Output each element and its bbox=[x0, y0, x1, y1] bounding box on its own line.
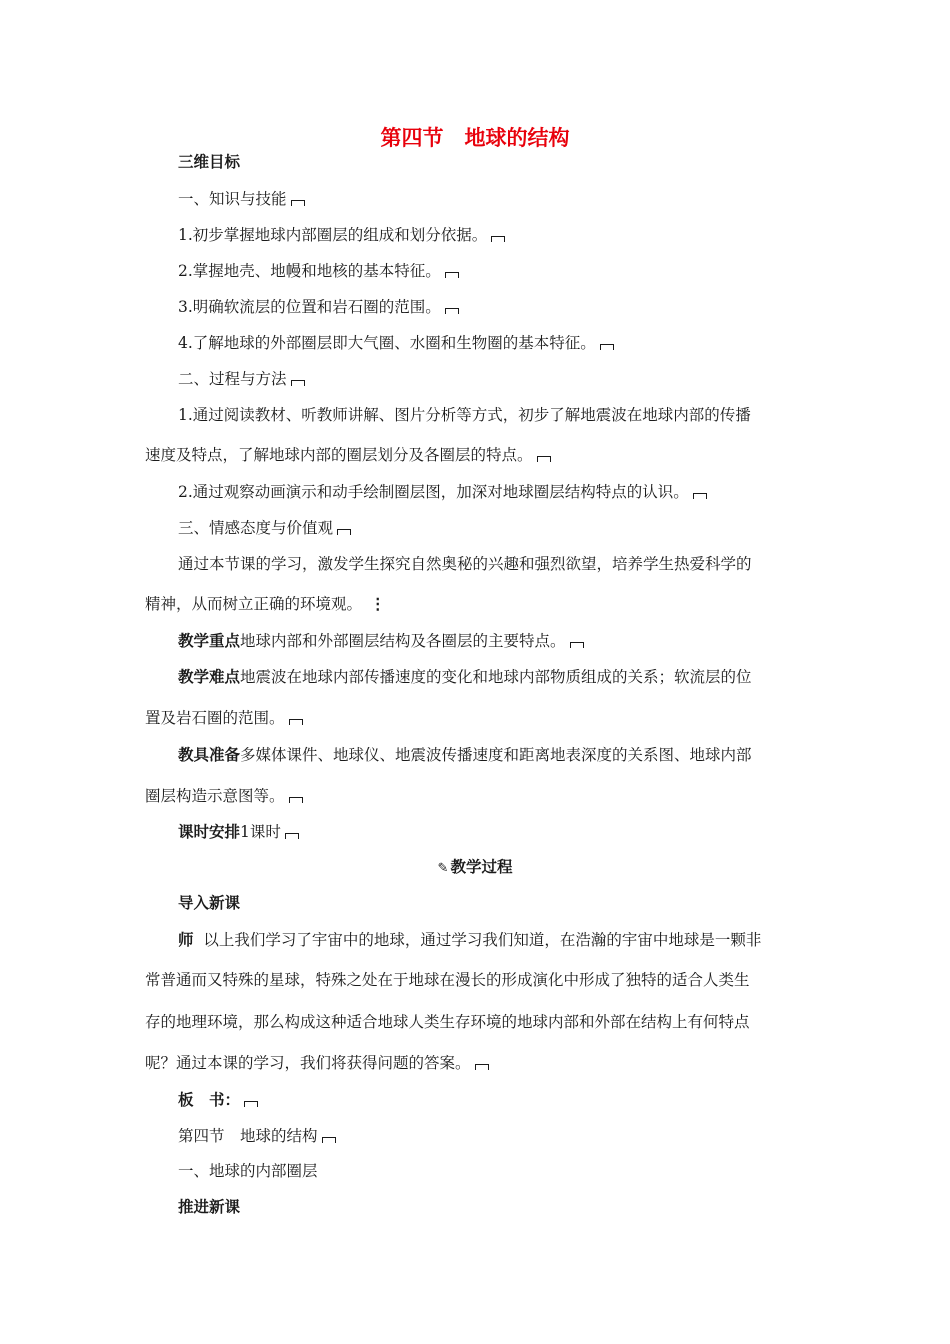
process-item-2: 2.通过观察动画演示和动手绘制圈层图，加深对地球圈层结构特点的认识。 bbox=[178, 482, 707, 502]
paragraph-mark-icon bbox=[475, 1064, 489, 1070]
emotion-line-2: 精神，从而树立正确的环境观。 ⋮ bbox=[145, 594, 386, 613]
process-heading: 二、过程与方法 bbox=[178, 369, 305, 389]
paragraph-mark-icon bbox=[693, 493, 707, 499]
emotion-line-1: 通过本节课的学习，激发学生探究自然奥秘的兴趣和强烈欲望，培养学生热爱科学的 bbox=[178, 555, 752, 573]
paragraph-mark-icon bbox=[570, 642, 584, 648]
paragraph-mark-icon bbox=[291, 200, 305, 206]
intro-line-3: 存的地理环境，那么构成这种适合地球人类生存环境的地球内部和外部在结构上有何特点 bbox=[145, 1013, 750, 1031]
paragraph-mark-icon bbox=[600, 344, 614, 350]
intro-line-1: 师 以上我们学习了宇宙中的地球，通过学习我们知道，在浩瀚的宇宙中地球是一颗非 bbox=[178, 931, 762, 949]
materials-line-1: 教具准备多媒体课件、地球仪、地震波传播速度和距离地表深度的关系图、地球内部 bbox=[178, 746, 752, 764]
key-point: 教学重点地球内部和外部圈层结构及各圈层的主要特点。 bbox=[178, 631, 584, 651]
paragraph-mark-icon bbox=[322, 1137, 336, 1143]
knowledge-heading: 一、知识与技能 bbox=[178, 189, 305, 209]
board-line-2: 一、地球的内部圈层 bbox=[178, 1162, 318, 1180]
intro-line-4: 呢？通过本课的学习，我们将获得问题的答案。 bbox=[145, 1053, 489, 1073]
difficulty-line-2: 置及岩石圈的范围。 bbox=[145, 708, 303, 728]
emotion-heading: 三、情感态度与价值观 bbox=[178, 518, 351, 538]
objectives-heading: 三维目标 bbox=[178, 153, 241, 171]
paragraph-mark-icon bbox=[291, 380, 305, 386]
ornament-icon: ✎ bbox=[437, 861, 449, 876]
process-item-1-line-1: 1.通过阅读教材、听教师讲解、图片分析等方式，初步了解地震波在地球内部的传播 bbox=[178, 406, 751, 424]
paragraph-mark-icon bbox=[445, 272, 459, 278]
difficulty-line-1: 教学难点地震波在地球内部传播速度的变化和地球内部物质组成的关系；软流层的位 bbox=[178, 668, 752, 686]
knowledge-item: 3.明确软流层的位置和岩石圈的范围。 bbox=[178, 297, 459, 317]
process-title: ✎ 教学过程 bbox=[437, 858, 513, 876]
board-label: 板 书： bbox=[178, 1090, 258, 1110]
board-line-1: 第四节 地球的结构 bbox=[178, 1126, 336, 1146]
schedule: 课时安排1课时 bbox=[178, 822, 299, 842]
page-title: 第四节 地球的结构 bbox=[380, 126, 570, 150]
advance-heading: 推进新课 bbox=[178, 1198, 241, 1216]
paragraph-mark-icon bbox=[289, 719, 303, 725]
paragraph-mark-icon bbox=[285, 833, 299, 839]
intro-heading: 导入新课 bbox=[178, 894, 241, 912]
paragraph-mark-icon bbox=[337, 529, 351, 535]
intro-line-2: 常普通而又特殊的星球，特殊之处在于地球在漫长的形成演化中形成了独特的适合人类生 bbox=[145, 971, 750, 989]
materials-line-2: 圈层构造示意图等。 bbox=[145, 786, 303, 806]
paragraph-mark-icon bbox=[244, 1101, 258, 1107]
paragraph-mark-icon bbox=[289, 797, 303, 803]
paragraph-mark-icon bbox=[537, 456, 551, 462]
process-item-1-line-2: 速度及特点，了解地球内部的圈层划分及各圈层的特点。 bbox=[145, 445, 551, 465]
knowledge-item: 2.掌握地壳、地幔和地核的基本特征。 bbox=[178, 261, 459, 281]
paragraph-mark-icon bbox=[445, 308, 459, 314]
ellipsis-mark-icon: ⋮ bbox=[370, 594, 386, 613]
paragraph-mark-icon bbox=[491, 236, 505, 242]
knowledge-item: 4.了解地球的外部圈层即大气圈、水圈和生物圈的基本特征。 bbox=[178, 333, 614, 353]
knowledge-item: 1.初步掌握地球内部圈层的组成和划分依据。 bbox=[178, 225, 505, 245]
